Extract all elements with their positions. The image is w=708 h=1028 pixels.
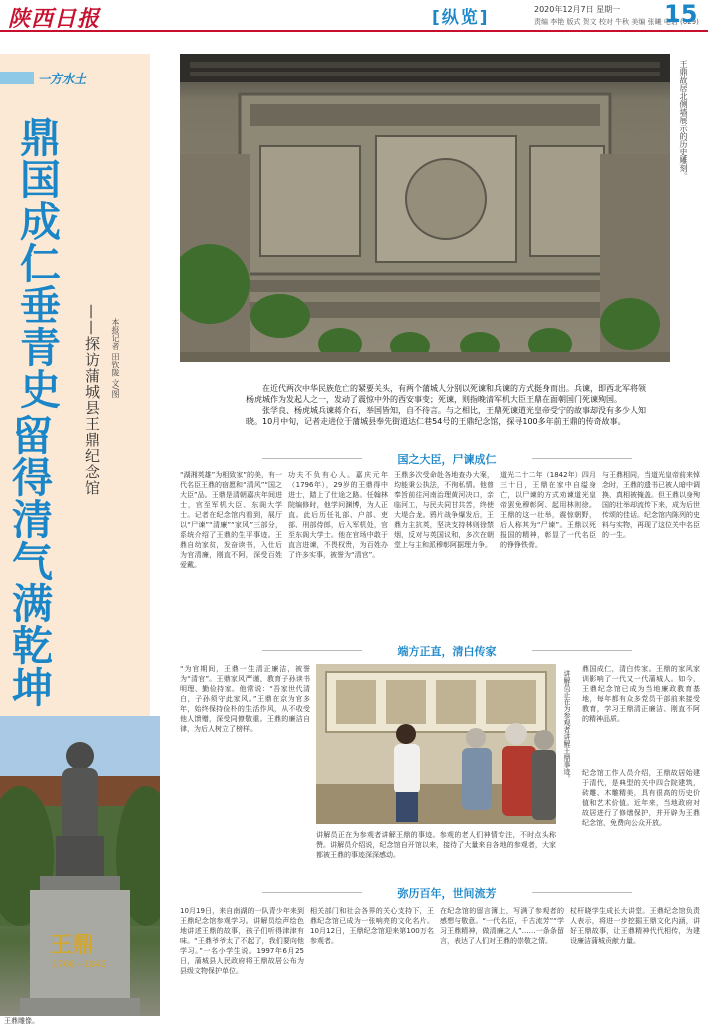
date-line: 2020年12月7日 星期一 [534, 5, 621, 14]
statue-caption: 王鼎雕像。 [4, 1017, 39, 1025]
masthead [0, 0, 708, 32]
section-tag: [纵览] [432, 8, 490, 28]
intro-paragraph-1: 在近代两次中华民族危亡的紧要关头，有两个蒲城人分别以死谏和兵谏的方式挺身而出。兵谏，即西北军将领杨虎城作为发起人之一，发动了震惊中外的西安事变；死谏，则指晚清军机大臣王鼎在面朝国门死谏殉国。 [246, 384, 646, 404]
section-1-column-3: 王鼎多次受命赴各地查办大案，均能秉公执法，不徇私情。他曾奉旨前往河南治理黄河决口，亲临河工，与民夫同甘共苦，终使大堤合龙。鸦片战争爆发后，王鼎力主抗英，坚决支持林则徐禁烟，反对与英国议和，多次在朝堂上与主和派穆彰阿据理力争。 [394, 471, 494, 549]
section-2-column-4: 纪念馆工作人员介绍，王鼎故居始建于清代，是典型的关中四合院建筑，砖雕、木雕精美，具有很高的历史价值和艺术价值。近年来，当地政府对故居进行了修缮保护，并开辟为王鼎纪念馆，免费向公众开放。 [582, 769, 700, 827]
statue-photo [0, 716, 160, 1016]
section-1-column-2: 功夫不负有心人。嘉庆元年（1796年），29岁的王鼎得中进士，踏上了仕途之路。任翰林院编修时，他学问渊博，为人正直。此后历任礼部、户部、吏部、刑部侍郎，后入军机处，官至东阁大学士。他在官场中敢于直言进谏，不畏权贵，为百姓办了许多实事，被誉为“清官”。 [288, 471, 388, 559]
column-tag-label: 一方水土 [38, 72, 87, 86]
statue-years: 1768—1842 [52, 960, 107, 970]
guide-photo-caption: 讲解员正在为参观者讲解王鼎事迹。 [563, 670, 571, 782]
headline-line-2: 留得清气满乾坤 [5, 414, 53, 708]
section-2-column-2: 讲解员正在为参观者讲解王鼎的事迹。参观的老人们神情专注，不时点头称赞。讲解员介绍说，纪念馆自开馆以来，接待了大量来自各地的参观者，大家都被王鼎的事迹深深感动。 [316, 831, 556, 859]
headline-line-1: 鼎国成仁垂青史 [13, 116, 61, 410]
column-tag [0, 68, 150, 88]
section-2-column-3: 鼎国成仁，清白传家。王鼎的家风家训影响了一代又一代蒲城人。如今，王鼎纪念馆已成为当地廉政教育基地，每年都有众多党员干部前来接受教育，学习王鼎清正廉洁、刚直不阿的精神品质。 [582, 665, 700, 723]
section-heading-1: 国之大臣，尸谏成仁 [372, 451, 522, 467]
section-3-column-3: 在纪念馆的留言簿上，写满了参观者的感想与敬意。“一代名臣，千古流芳”“学习王鼎精神，做清廉之人”……一条条留言，表达了人们对王鼎的崇敬之情。 [440, 907, 564, 945]
section-3-column-2: 相关部门和社会各界的关心支持下，王鼎纪念馆已成为一张响亮的文化名片。10月12日，王鼎纪念馆迎来第100万名参观者。 [310, 907, 434, 945]
guide-photo [316, 664, 556, 824]
section-1-column-4: 道光二十二年（1842年）四月三十日，王鼎在家中自缢身亡，以尸谏的方式劝谏道光皇帝罢免穆彰阿、起用林则徐。王鼎的这一壮举，震惊朝野，后人称其为“尸谏”。王鼎以死报国的精神，彰显了一代名臣的铮铮铁骨。 [500, 471, 596, 549]
newspaper-logo: 陕西日报 [8, 6, 101, 32]
section-1-column-1: “湖湘英雄”为相致家”的美，有一代名臣王鼎的宿愿和“清风”“国之大臣”品。王鼎是清朝嘉庆年间进士，官至军机大臣、东阁大学士。记者在纪念馆内看到，展厅以“尸谏”“清廉”“家风”三部分，系统介绍了王鼎的生平事迹。王鼎自幼家贫，发奋读书，入仕后为官清廉，刚直不阿，深受百姓爱戴。 [180, 471, 282, 569]
section-3-column-4: 杖杆晓学生成长大讲堂。王鼎纪念馆负责人表示，将进一步挖掘王鼎文化内涵，讲好王鼎故事，让王鼎精神代代相传，为建设廉洁蒲城贡献力量。 [570, 907, 700, 945]
page-number: 15 [664, 0, 698, 28]
main-photo-caption: 王鼎故居北侧墙展示的历史雕刻。 [679, 60, 688, 180]
section-2-column-1: “为官期间，王鼎一生清正廉洁，被誉为“清官”。王鼎家风严谨，教育子孙读书明理、勤俭持家。他常说：“吾家世代清白，子孙须守此家风。”王鼎在京为官多年，始终保持俭朴的生活作风，从不收受他人馈赠，深受同僚敬重。王鼎的廉洁自律，为后人树立了榜样。 [180, 665, 310, 733]
guide-photo-illustration [316, 664, 556, 824]
section-heading-2: 端方正直，清白传家 [372, 643, 522, 659]
main-photo [180, 54, 670, 362]
section-3-column-1: 10月19日，来自南湖的一队青少年来到王鼎纪念馆参观学习。讲解员绘声绘色地讲述王鼎的故事，孩子们听得津津有味。“王鼎爷爷太了不起了，我们要向他学习。”一名小学生说。1997年6月25日，蒲城县人民政府将王鼎故居公布为县级文物保护单位。 [180, 907, 304, 975]
statue-name: 王鼎 [50, 932, 95, 958]
intro-paragraph-2: 张学良、杨虎城兵谏蒋介石，举国皆知，自不待言。与之相比，王鼎死谏道光皇帝受宁的故事却没有多少人知晓。10月中旬，记者走进位于蒲城县奉先街道达仁巷54号的王鼎纪念馆，探寻100多年前王鼎的传奇故事。 [246, 406, 646, 426]
statue-illustration [0, 716, 160, 1016]
byline: 本报记者 田钦陇 文/图 [111, 318, 120, 398]
section-heading-3: 弥历百年，世间流芳 [372, 885, 522, 901]
editors-line: 责编 李艳 版式 贺文 校对 牛秋 美编 张曦 电话 (029) [534, 18, 699, 26]
carved-wall-illustration [180, 54, 670, 362]
section-1-column-5: 与王鼎相同，当道光皇帝前来悼念时，王鼎的遗书已被人暗中调换，真相被掩盖。但王鼎以身殉国的壮举却流传下来，成为后世传颂的佳话。纪念馆内陈列的史料与实物，再现了这位关中名臣的一生。 [602, 471, 700, 539]
column-tag-bar [0, 72, 34, 84]
intro [246, 383, 646, 427]
subtitle: ——探访蒲城县王鼎纪念馆 [83, 304, 101, 496]
headline-panel [0, 54, 150, 720]
